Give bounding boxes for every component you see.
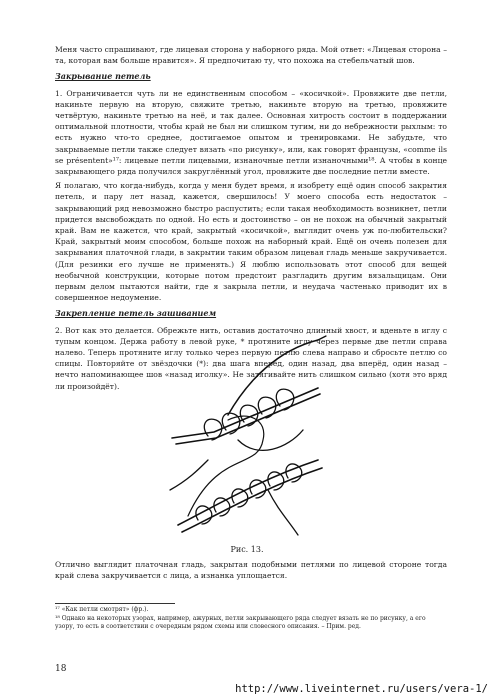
footnotes (55, 606, 447, 632)
footnote-divider (55, 603, 175, 604)
binding-off-paragraph-2: Я полагаю, что когда-нибудь, когда у меня будет время, я изобрету ещё один способ закрытия петель, и пару лет назад, кажется, свершилось! У моего способа есть недостаток – закрывающий ряд невозможно быстро распустить; если такая необходимость возникнет, петли придется высвобождать по одной. Но есть и достоинство – он не похож на обычный закрытый край. Вам не кажется, что край, закрытый «косичкой», выглядит очень уж по-любительски? Край, закрытый моим способом, больше похож на наборный край. Ещё он очень полезен для закрывания платочной глади, в закрытии таким образом лицевая гладь меньше закручивается. (Для резинки его лучше не применять.) Я люблю использовать этот способ для вещей необычной конструкции, которые потом предстоит разгладить другим вязальщицам. Они первым делом пытаются найти, где я закрыла петли, и неудача частенько приводит их в совершенное недоумение. (55, 181, 447, 303)
intro-paragraph: Меня часто спрашивают, где лицевая сторона у наборного ряда. Мой ответ: «Лицевая сторона – та, которая вам больше нравится». Я предпочитаю ту, что похожа на стебельчатый шов. (55, 45, 447, 66)
after-figure-paragraph: Отлично выглядит платочная гладь, закрытая подобными петлями по лицевой стороне тогда край слева закручивается с лица, а изнанка уплощается. (55, 560, 447, 581)
after-figure-text (55, 559, 447, 584)
binding-off-paragraph-1: 1. Ограничивается чуть ли не единственным способом – «косичкой». Провяжите две петли, накиньте первую на вторую, свяжите третью, накиньте вторую на третью, провяжите четвёртую, накиньте третью на неё, и так далее. Основная хитрость состоит в поддержании оптимальной плотности, чтобы край не был ни слишком тугим, ни до небрежности рыхлым: то есть нужно что-то среднее, достигаемое опытом и тренировками. Не забудьте, что закрываемые петли также следует вязать «по рисунку», или, как говорят французы, «comme ils se présentent»¹⁷: лицевые петли лицевыми, изнаночные петли изнаночными¹⁸. А чтобы в конце закрывающего ряда получился закруглённый угол, провяжите две последние петли вместе. (55, 88, 447, 177)
sewing-off-paragraph: 2. Вот как это делается. Обрежьте нить, оставив достаточно длинный хвост, и вденьте в иглу с тупым концом. Держа работу в левой руке, * протяните иглу через первые две петли справа налево. Теперь протяните иглу только через первую петлю слева направо и сбросьте петлю со спицы. Повторяйте от звёздочки (*): два шага вперёд, один назад, два вперёд, один назад – нечто напоминающее шов «назад иголку». Не затягивайте нить слишком сильно (хотя это вряд ли произойдёт). (55, 325, 447, 391)
figure-13-illustration (168, 320, 328, 542)
footnote-18: ¹⁸ Однако на некоторых узорах, например, ажурных, петли закрывающего ряда следует вязать не по рисунку, а его узору, то есть в соответствии с очередным рядом схемы или словесного описания. – Прим. ред. (55, 614, 426, 631)
watermark-url[interactable]: http://www.liveinternet.ru/users/vera-1/ (235, 683, 488, 695)
section-heading-sewing-off: Закрепление петель зашиванием (55, 308, 217, 319)
figure-caption: Рис. 13. (230, 545, 264, 554)
footnote-17: ¹⁷ «Как петли смотрят» (фр.). (55, 606, 149, 613)
page-number: 18 (55, 664, 67, 674)
section-heading-binding-off: Закрывание петель (55, 71, 151, 82)
